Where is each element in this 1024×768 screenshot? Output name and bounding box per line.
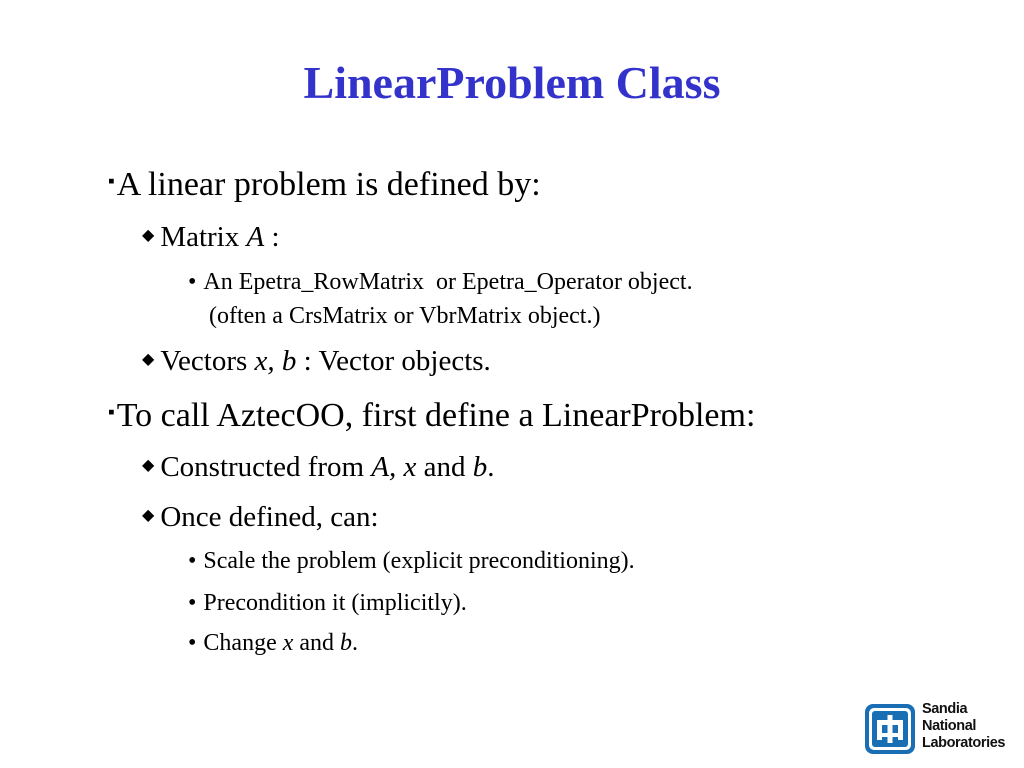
diamond-bullet-icon: ◆ <box>142 457 155 474</box>
bullet-level3-epetra-continuation <box>209 300 600 332</box>
sandia-thunderbird-icon <box>864 703 916 755</box>
diamond-bullet-icon: ◆ <box>142 507 155 524</box>
bullet-level3-precondition <box>188 587 467 619</box>
bullet-text-suffix: . <box>352 630 359 656</box>
bullet-level3-scale <box>188 545 635 577</box>
bullet-level3-change <box>188 627 358 659</box>
bullet-text-prefix: Change <box>203 630 283 656</box>
bullet-text-suffix: : <box>264 221 280 253</box>
bullet-text: Scale the problem (explicit preconditioning). <box>203 548 635 574</box>
logo-line-laboratories: Laboratories <box>922 735 1006 751</box>
bullet-level2-once-defined <box>142 503 379 532</box>
bullet-text-prefix: Vectors <box>160 345 255 377</box>
bullet-text-middle: and <box>293 630 341 656</box>
diamond-bullet-icon: ◆ <box>142 227 155 244</box>
bullet-text-italic: b <box>340 630 353 656</box>
dot-bullet-icon: • <box>188 590 197 616</box>
logo-line-national: National <box>922 718 976 734</box>
diamond-bullet-icon: ◆ <box>142 351 155 368</box>
bullet-text-prefix: Matrix <box>160 221 247 253</box>
bullet-text: Once defined, can: <box>160 501 379 533</box>
square-bullet-icon: ▪ <box>108 402 115 423</box>
bullet-text-italic: b <box>472 451 488 483</box>
bullet-level2-vectors <box>142 347 491 376</box>
bullet-level2-matrix <box>142 223 280 252</box>
bullet-level3-epetra <box>188 266 693 298</box>
bullet-text-suffix: : Vector objects. <box>296 345 491 377</box>
bullet-text-prefix: Constructed from <box>160 451 372 483</box>
bullet-text-italic: A, x <box>371 451 417 483</box>
dot-bullet-icon: • <box>188 630 197 656</box>
bullet-level1-definition <box>108 168 541 202</box>
dot-bullet-icon: • <box>188 269 197 295</box>
bullet-level1-aztecoo <box>108 399 755 433</box>
dot-bullet-icon: • <box>188 548 197 574</box>
bullet-text-middle: and <box>416 451 473 483</box>
bullet-text-italic: x <box>282 630 294 656</box>
sandia-logo <box>864 701 1009 757</box>
bullet-text: An Epetra_RowMatrix or Epetra_Operator object. <box>203 269 693 295</box>
bullet-text: A linear problem is defined by: <box>116 166 541 203</box>
bullet-text-italic: A <box>246 221 265 253</box>
slide-title: LinearProblem Class <box>303 57 721 108</box>
square-bullet-icon: ▪ <box>108 171 115 192</box>
bullet-text: To call AztecOO, first define a LinearProblem: <box>116 397 756 434</box>
bullet-level2-constructed <box>142 453 495 482</box>
sandia-logo-text <box>922 701 1005 752</box>
logo-line-sandia: Sandia <box>922 701 968 717</box>
bullet-text-suffix: . <box>487 451 495 483</box>
bullet-text: (often a CrsMatrix or VbrMatrix object.) <box>209 303 601 329</box>
bullet-text-italic: x, b <box>254 345 297 377</box>
bullet-text: Precondition it (implicitly). <box>203 590 467 616</box>
